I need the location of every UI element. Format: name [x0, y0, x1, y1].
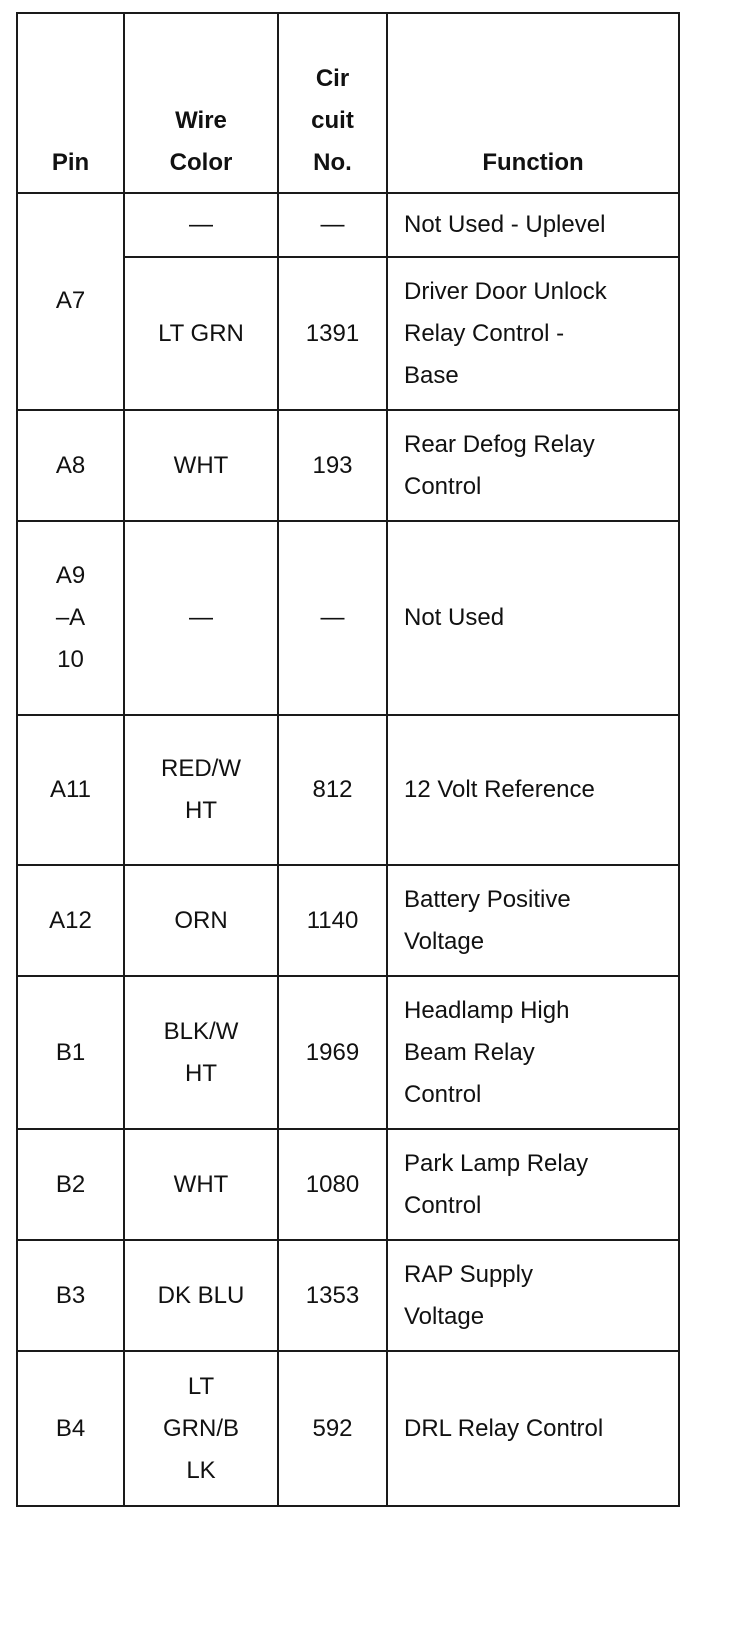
wire-color-cell: —: [124, 193, 278, 257]
function-cell: Battery Positive Voltage: [387, 865, 679, 976]
pin-cell: B1: [17, 976, 124, 1129]
function-cell: Headlamp High Beam Relay Control: [387, 976, 679, 1129]
header-wire-color: Wire Color: [124, 13, 278, 193]
table-row: [17, 193, 679, 257]
table-row: [17, 1351, 679, 1506]
table-row: [17, 410, 679, 521]
function-cell: Driver Door Unlock Relay Control - Base: [387, 257, 679, 410]
header-row: [17, 13, 679, 193]
connector-pinout-table: [16, 12, 680, 1507]
table-row: [17, 865, 679, 976]
pin-cell: B3: [17, 1240, 124, 1351]
circuit-cell: —: [278, 521, 387, 715]
circuit-cell: 812: [278, 715, 387, 865]
function-cell: RAP Supply Voltage: [387, 1240, 679, 1351]
function-cell: 12 Volt Reference: [387, 715, 679, 865]
table-row: [17, 976, 679, 1129]
wire-color-cell: WHT: [124, 410, 278, 521]
header-function: Function: [387, 13, 679, 193]
pin-cell: A11: [17, 715, 124, 865]
function-cell: Rear Defog Relay Control: [387, 410, 679, 521]
table-row: [17, 1129, 679, 1240]
wire-color-cell: DK BLU: [124, 1240, 278, 1351]
circuit-cell: 1391: [278, 257, 387, 410]
wire-color-cell: —: [124, 521, 278, 715]
header-circuit-no: Cir cuit No.: [278, 13, 387, 193]
wire-color-cell: WHT: [124, 1129, 278, 1240]
table-row: [17, 715, 679, 865]
pin-cell: A12: [17, 865, 124, 976]
function-cell: Not Used: [387, 521, 679, 715]
pin-cell: B4: [17, 1351, 124, 1506]
pin-cell: A9 –A 10: [17, 521, 124, 715]
circuit-cell: 1080: [278, 1129, 387, 1240]
function-cell: Park Lamp Relay Control: [387, 1129, 679, 1240]
function-cell: DRL Relay Control: [387, 1351, 679, 1506]
wire-color-cell: BLK/W HT: [124, 976, 278, 1129]
wire-color-cell: LT GRN/B LK: [124, 1351, 278, 1506]
header-pin: Pin: [17, 13, 124, 193]
table-row: [17, 1240, 679, 1351]
wire-color-cell: LT GRN: [124, 257, 278, 410]
circuit-cell: 592: [278, 1351, 387, 1506]
pin-cell: B2: [17, 1129, 124, 1240]
wire-color-cell: RED/W HT: [124, 715, 278, 865]
circuit-cell: 1140: [278, 865, 387, 976]
pin-cell: A8: [17, 410, 124, 521]
table-row: [17, 521, 679, 715]
circuit-cell: 1353: [278, 1240, 387, 1351]
circuit-cell: —: [278, 193, 387, 257]
wire-color-cell: ORN: [124, 865, 278, 976]
circuit-cell: 1969: [278, 976, 387, 1129]
pin-cell: A7: [17, 193, 124, 410]
circuit-cell: 193: [278, 410, 387, 521]
function-cell: Not Used - Uplevel: [387, 193, 679, 257]
